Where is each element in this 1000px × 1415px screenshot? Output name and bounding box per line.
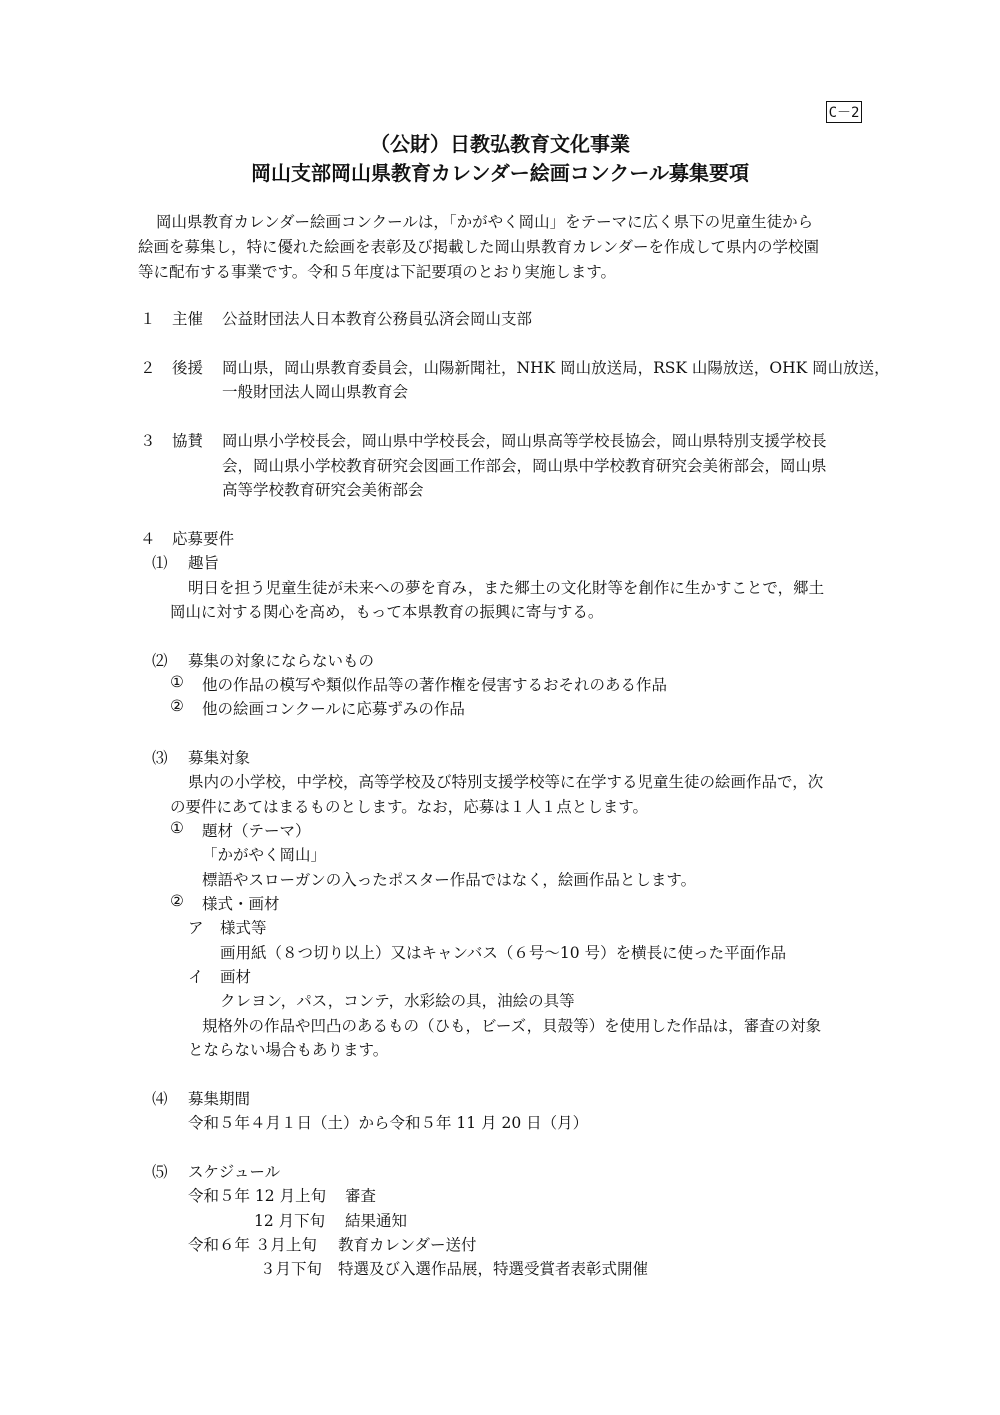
subsection-label: 募集の対象にならないもの xyxy=(188,652,375,670)
note-text: 規格外の作品や凹凸のあるもの（ひも，ビーズ，貝殻等）を使用した作品は，審査の対象 xyxy=(202,1017,822,1035)
subitem-label: 様式等 xyxy=(220,919,267,937)
page-title-line2: 岡山支部岡山県教育カレンダー絵画コンクール募集要項 xyxy=(251,161,749,185)
subsection-number: ⑵ xyxy=(152,652,168,670)
section-label: 応募要件 xyxy=(172,530,235,548)
schedule-date: 令和６年 ３月上旬 xyxy=(188,1236,317,1254)
schedule-event: 特選及び入選作品展，特選受賞者表彰式開催 xyxy=(338,1260,649,1278)
subsection-label: 募集対象 xyxy=(188,749,251,767)
subsection-text: 県内の小学校，中学校，高等学校及び特別支援学校等に在学する児童生徒の絵画作品で，次 xyxy=(188,773,824,791)
subitem-text: 画用紙（８つ切り以上）又はキャンバス（６号～10 号）を横長に使った平面作品 xyxy=(220,944,787,962)
item-number: ② xyxy=(170,697,184,715)
subsection-text: 明日を担う児童生徒が未来への夢を育み，また郷土の文化財等を創作に生かすことで，郷土 xyxy=(188,579,825,597)
section-text: 一般財団法人岡山県教育会 xyxy=(222,383,409,401)
schedule-event: 教育カレンダー送付 xyxy=(338,1236,477,1254)
section-number: ４ xyxy=(140,530,156,548)
page-code-label: C－2 xyxy=(826,101,862,123)
section-text: 岡山県，岡山県教育委員会，山陽新聞社，NHK 岡山放送局，RSK 山陽放送，OHK 岡山放送， xyxy=(222,359,890,377)
page-title-line1: （公財）日教弘教育文化事業 xyxy=(370,132,630,156)
section-label: 主催 xyxy=(172,310,204,328)
subitem-number: イ xyxy=(188,968,204,986)
subitem-number: ア xyxy=(188,919,204,937)
schedule-event: 結果通知 xyxy=(345,1212,408,1230)
subitem-label: 画材 xyxy=(220,968,252,986)
subsection-label: 募集期間 xyxy=(188,1090,251,1108)
item-number: ① xyxy=(170,819,184,837)
section-label: 後援 xyxy=(172,359,204,377)
intro-line: 岡山県教育カレンダー絵画コンクールは，「かがやく岡山」をテーマに広く県下の児童生徒から xyxy=(156,213,814,231)
item-label: 様式・画材 xyxy=(202,895,280,913)
schedule-date: 12 月下旬 xyxy=(254,1212,326,1230)
section-label: 協賛 xyxy=(172,432,204,450)
item-text: 「かがやく岡山」 xyxy=(202,846,327,864)
item-number: ① xyxy=(170,673,184,691)
subsection-text: の要件にあてはまるものとします。なお，応募は１人１点とします。 xyxy=(170,798,649,816)
section-number: １ xyxy=(140,310,156,328)
item-text: 標語やスローガンの入ったポスター作品ではなく，絵画作品とします。 xyxy=(202,871,697,889)
subsection-number: ⑸ xyxy=(152,1163,168,1181)
item-label: 題材（テーマ） xyxy=(202,822,311,840)
section-number: ２ xyxy=(140,359,156,377)
item-text: 他の絵画コンクールに応募ずみの作品 xyxy=(202,700,465,718)
subsection-text: 岡山に対する関心を高め，もって本県教育の振興に寄与する。 xyxy=(170,603,604,621)
section-text: 公益財団法人日本教育公務員弘済会岡山支部 xyxy=(222,310,533,328)
subsection-number: ⑶ xyxy=(152,749,168,767)
section-number: ３ xyxy=(140,432,156,450)
subitem-text: クレヨン，パス，コンテ，水彩絵の具，油絵の具等 xyxy=(220,992,575,1010)
schedule-event: 審査 xyxy=(345,1187,377,1205)
subsection-label: スケジュール xyxy=(188,1163,281,1181)
schedule-date: ３月下旬 xyxy=(260,1260,323,1278)
subsection-label: 趣旨 xyxy=(188,554,220,572)
intro-line: 等に配布する事業です。令和５年度は下記要項のとおり実施します。 xyxy=(138,263,617,281)
note-text: とならない場合もあります。 xyxy=(188,1041,389,1059)
subsection-text: 令和５年４月１日（土）から令和５年 11 月 20 日（月） xyxy=(188,1114,589,1132)
section-text: 高等学校教育研究会美術部会 xyxy=(222,481,424,499)
section-text: 岡山県小学校長会，岡山県中学校長会，岡山県高等学校長協会，岡山県特別支援学校長 xyxy=(222,432,827,450)
section-text: 会，岡山県小学校教育研究会図画工作部会，岡山県中学校教育研究会美術部会，岡山県 xyxy=(222,457,827,475)
item-number: ② xyxy=(170,892,184,910)
intro-line: 絵画を募集し，特に優れた絵画を表彰及び掲載した岡山県教育カレンダーを作成して県内の学校園 xyxy=(138,238,819,256)
item-text: 他の作品の模写や類似作品等の著作権を侵害するおそれのある作品 xyxy=(202,676,668,694)
schedule-date: 令和５年 12 月上旬 xyxy=(188,1187,327,1205)
subsection-number: ⑴ xyxy=(152,554,168,572)
subsection-number: ⑷ xyxy=(152,1090,168,1108)
